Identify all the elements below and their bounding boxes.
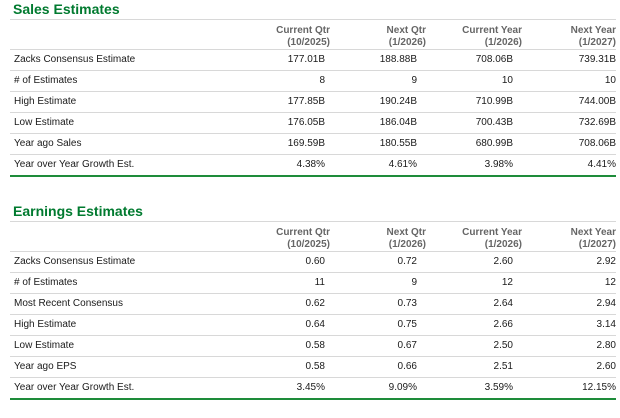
sales-estimates-title: Sales Estimates bbox=[13, 1, 120, 17]
cell-value: 2.60 bbox=[426, 252, 522, 273]
earnings-estimates-title: Earnings Estimates bbox=[13, 203, 143, 219]
cell-value: 0.67 bbox=[330, 336, 426, 357]
cell-value: 9 bbox=[330, 273, 426, 294]
row-label: High Estimate bbox=[10, 315, 227, 336]
cell-value: 0.58 bbox=[227, 357, 330, 378]
cell-value: 177.01B bbox=[227, 50, 330, 71]
table-row bbox=[10, 92, 616, 113]
table-row bbox=[10, 50, 616, 71]
column-header-next-qtr: Next Qtr (1/2026) bbox=[386, 25, 426, 48]
row-label: Zacks Consensus Estimate bbox=[10, 50, 227, 71]
row-label: Year over Year Growth Est. bbox=[10, 378, 227, 399]
cell-value: 2.66 bbox=[426, 315, 522, 336]
table-row bbox=[10, 273, 616, 294]
sales-estimates-section bbox=[0, 0, 620, 177]
cell-value: 10 bbox=[522, 71, 616, 92]
cell-value: 186.04B bbox=[330, 113, 426, 134]
cell-value: 732.69B bbox=[522, 113, 616, 134]
table-row bbox=[10, 113, 616, 134]
cell-value: 12.15% bbox=[522, 378, 616, 399]
cell-value: 0.62 bbox=[227, 294, 330, 315]
cell-value: 3.59% bbox=[426, 378, 522, 399]
header-blank bbox=[10, 222, 227, 252]
cell-value: 4.41% bbox=[522, 155, 616, 176]
cell-value: 2.50 bbox=[426, 336, 522, 357]
cell-value: 708.06B bbox=[522, 134, 616, 155]
table-row bbox=[10, 71, 616, 92]
cell-value: 9 bbox=[330, 71, 426, 92]
cell-value: 0.75 bbox=[330, 315, 426, 336]
cell-value: 2.80 bbox=[522, 336, 616, 357]
cell-value: 8 bbox=[227, 71, 330, 92]
earnings-estimates-section bbox=[0, 202, 620, 400]
column-header-next-year: Next Year (1/2027) bbox=[570, 227, 616, 250]
column-header-current-qtr: Current Qtr (10/2025) bbox=[276, 227, 330, 250]
cell-value: 9.09% bbox=[330, 378, 426, 399]
column-header-current-year: Current Year (1/2026) bbox=[462, 25, 522, 48]
cell-value: 12 bbox=[522, 273, 616, 294]
row-label: # of Estimates bbox=[10, 71, 227, 92]
section-divider bbox=[10, 175, 616, 177]
row-label: Year ago Sales bbox=[10, 134, 227, 155]
column-header-current-year: Current Year (1/2026) bbox=[462, 227, 522, 250]
row-label: High Estimate bbox=[10, 92, 227, 113]
cell-value: 188.88B bbox=[330, 50, 426, 71]
cell-value: 0.73 bbox=[330, 294, 426, 315]
cell-value: 10 bbox=[426, 71, 522, 92]
table-header-row bbox=[10, 20, 616, 50]
table-row bbox=[10, 252, 616, 273]
header-blank bbox=[10, 20, 227, 50]
cell-value: 176.05B bbox=[227, 113, 330, 134]
section-divider bbox=[10, 398, 616, 400]
cell-value: 4.38% bbox=[227, 155, 330, 176]
cell-value: 3.14 bbox=[522, 315, 616, 336]
cell-value: 2.51 bbox=[426, 357, 522, 378]
cell-value: 0.72 bbox=[330, 252, 426, 273]
table-row bbox=[10, 315, 616, 336]
cell-value: 0.66 bbox=[330, 357, 426, 378]
cell-value: 708.06B bbox=[426, 50, 522, 71]
cell-value: 190.24B bbox=[330, 92, 426, 113]
sales-estimates-table bbox=[10, 20, 616, 175]
cell-value: 169.59B bbox=[227, 134, 330, 155]
cell-value: 4.61% bbox=[330, 155, 426, 176]
cell-value: 3.98% bbox=[426, 155, 522, 176]
table-row bbox=[10, 336, 616, 357]
row-label: # of Estimates bbox=[10, 273, 227, 294]
column-header-current-qtr: Current Qtr (10/2025) bbox=[276, 25, 330, 48]
row-label: Low Estimate bbox=[10, 113, 227, 134]
cell-value: 710.99B bbox=[426, 92, 522, 113]
cell-value: 2.64 bbox=[426, 294, 522, 315]
table-row bbox=[10, 378, 616, 399]
cell-value: 2.94 bbox=[522, 294, 616, 315]
cell-value: 180.55B bbox=[330, 134, 426, 155]
cell-value: 12 bbox=[426, 273, 522, 294]
table-row bbox=[10, 357, 616, 378]
table-row bbox=[10, 134, 616, 155]
cell-value: 11 bbox=[227, 273, 330, 294]
row-label: Low Estimate bbox=[10, 336, 227, 357]
table-header-row bbox=[10, 222, 616, 252]
cell-value: 3.45% bbox=[227, 378, 330, 399]
cell-value: 2.60 bbox=[522, 357, 616, 378]
row-label: Most Recent Consensus bbox=[10, 294, 227, 315]
cell-value: 739.31B bbox=[522, 50, 616, 71]
column-header-next-qtr: Next Qtr (1/2026) bbox=[386, 227, 426, 250]
table-row bbox=[10, 294, 616, 315]
column-header-next-year: Next Year (1/2027) bbox=[570, 25, 616, 48]
cell-value: 680.99B bbox=[426, 134, 522, 155]
table-row bbox=[10, 155, 616, 176]
cell-value: 0.60 bbox=[227, 252, 330, 273]
cell-value: 700.43B bbox=[426, 113, 522, 134]
row-label: Year ago EPS bbox=[10, 357, 227, 378]
cell-value: 744.00B bbox=[522, 92, 616, 113]
earnings-estimates-table bbox=[10, 222, 616, 398]
cell-value: 0.64 bbox=[227, 315, 330, 336]
cell-value: 2.92 bbox=[522, 252, 616, 273]
row-label: Zacks Consensus Estimate bbox=[10, 252, 227, 273]
row-label: Year over Year Growth Est. bbox=[10, 155, 227, 176]
cell-value: 0.58 bbox=[227, 336, 330, 357]
cell-value: 177.85B bbox=[227, 92, 330, 113]
